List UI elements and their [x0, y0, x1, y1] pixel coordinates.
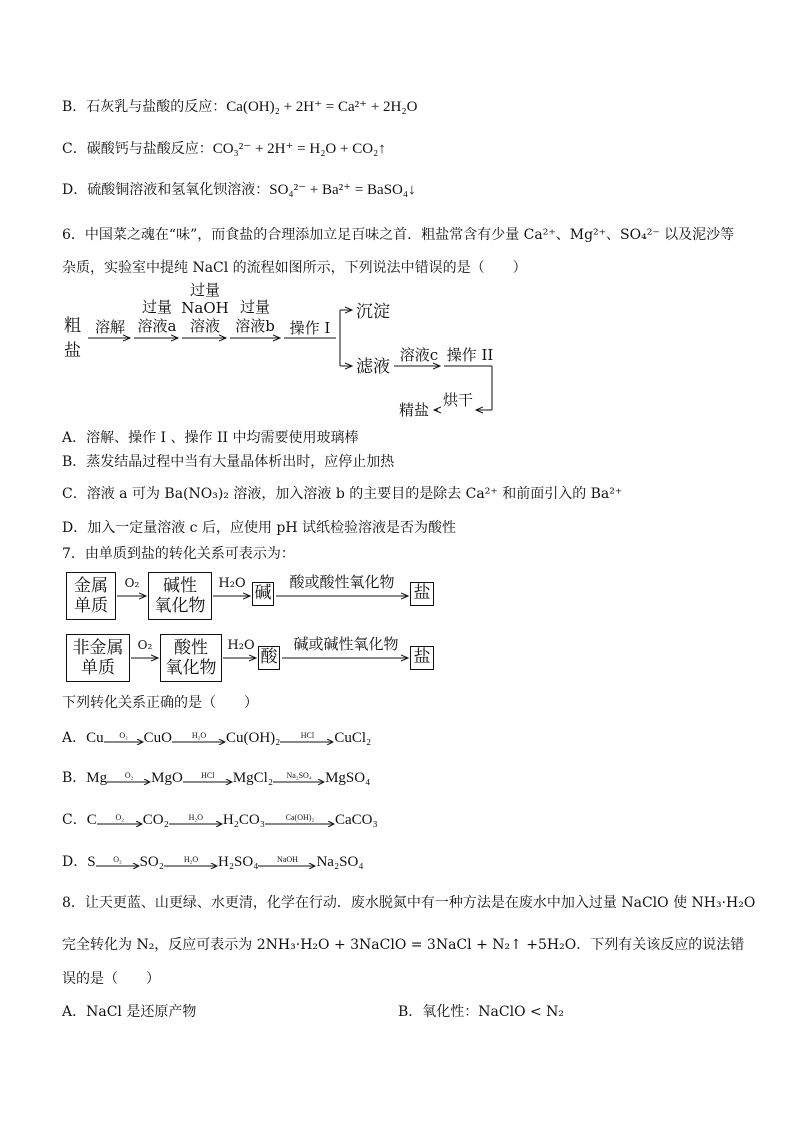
flow-excess-b: 过量 — [239, 298, 270, 316]
flow-op1: 操作 I — [289, 319, 331, 337]
q7-a-r3: HCl — [300, 730, 315, 740]
q7-box-metal-line2: 单质 — [74, 596, 108, 616]
q7-c-r3: Ca(OH)₂ — [285, 812, 315, 822]
flow-arrows — [0, 0, 794, 430]
q7-b-s3: MgCl₂ — [232, 770, 274, 786]
q7-a-s2: CuO — [143, 730, 172, 746]
option-b-label: B．石灰乳与盐酸的反应： — [62, 99, 227, 115]
arrow-icon — [280, 731, 334, 747]
q7-d-r3: NaOH — [277, 854, 298, 864]
q7-a-s4: CuCl₂ — [334, 730, 372, 746]
q7-c-s2: CO₂ — [142, 812, 169, 828]
q7-box-metal-line1: 金属 — [74, 576, 108, 596]
q7-scheme-arrows — [0, 560, 794, 690]
q7-box-basic-oxide-line2: 氧化物 — [154, 596, 206, 616]
q7-b-s1: Mg — [86, 770, 108, 786]
q8-option-a[interactable]: A．NaCl 是还原产物 — [62, 1004, 197, 1020]
q7-a-label: A． — [62, 730, 87, 746]
flow-op2: 操作 II — [446, 346, 494, 364]
arrow-icon — [169, 813, 223, 829]
q7-option-a[interactable] — [62, 728, 371, 748]
q6-option-d[interactable]: D．加入一定量溶液 c 后，应使用 pH 试纸检验溶液是否为酸性 — [62, 520, 457, 536]
arrow-icon — [273, 771, 325, 787]
q7-d-s4: Na₂SO₄ — [316, 854, 364, 870]
q7-row1-h2o: H₂O — [218, 576, 246, 591]
q7-box-salt-2: 盐 — [410, 646, 434, 670]
flow-dry: 烘干 — [442, 391, 473, 409]
q8-stem-line1: 8．让天更蓝、山更绿、水更清，化学在行动．废水脱氮中有一种方法是在废水中加入过量 NaClO 使 NH₃·H₂O — [62, 895, 756, 911]
q7-box-base: 碱 — [252, 582, 274, 606]
flow-excess-a: 过量 — [141, 298, 172, 316]
flow-pure: 精盐 — [398, 401, 429, 419]
q7-c-s1: C — [86, 812, 97, 828]
q7-b-r3: Na₂SO₄ — [286, 770, 312, 780]
q7-row1-o2: O₂ — [124, 576, 140, 590]
q7-option-d[interactable] — [62, 852, 364, 872]
q6-option-a[interactable]: A．溶解、操作 I 、操作 II 中均需要使用玻璃棒 — [62, 430, 359, 446]
q7-c-label: C． — [62, 812, 87, 828]
q7-option-c[interactable] — [62, 810, 378, 830]
q6-option-c[interactable]: C．溶液 a 可为 Ba(NO₃)₂ 溶液，加入溶液 b 的主要目的是除去 Ca²⁺ 和前面引入的 Ba²⁺ — [62, 486, 623, 502]
q7-d-s3: H₂SO₄ — [217, 854, 259, 870]
flow-crude-2: 盐 — [64, 341, 81, 361]
flow-precip: 沉淀 — [356, 302, 390, 322]
flow-crude-1: 粗 — [64, 316, 81, 336]
q7-box-acidic-oxide-line2: 氧化物 — [165, 658, 217, 678]
q7-a-r1: O₂ — [119, 730, 128, 740]
arrow-icon — [172, 731, 226, 747]
q7-row2-h2o: H₂O — [227, 638, 255, 653]
q7-b-s2: MgO — [151, 770, 183, 786]
q8-option-b[interactable]: B．氧化性：NaClO < N₂ — [398, 1004, 565, 1020]
q7-box-basic-oxide-line1: 碱性 — [163, 576, 197, 596]
arrow-icon — [258, 855, 316, 871]
q7-d-s2: SO₂ — [139, 854, 164, 870]
q7-intro: 7．由单质到盐的转化关系可表示为： — [62, 546, 295, 562]
flow-sol-b: 溶液b — [235, 317, 275, 335]
q8-stem-line3: 误的是（ ） — [62, 971, 160, 987]
q7-b-label: B． — [62, 770, 87, 786]
q7-d-r1: O₂ — [113, 854, 122, 864]
flow-naoh-sol: 溶液 — [189, 317, 220, 335]
arrow-icon — [96, 855, 140, 871]
q7-box-nonmetal-line2: 单质 — [81, 658, 115, 678]
q6-option-b[interactable]: B．蒸发结晶过程中当有大量晶体析出时，应停止加热 — [62, 454, 395, 470]
q6-stem-line1: 6．中国菜之魂在“味”，而食盐的合理添加立足百味之首．粗盐常含有少量 Ca²⁺、Mg²⁺、SO₄²⁻ 以及泥沙等 — [62, 227, 735, 243]
q7-box-salt-1: 盐 — [410, 582, 434, 606]
flow-excess-naoh: 过量 — [189, 281, 220, 299]
q7-box-acid: 酸 — [258, 646, 280, 670]
arrow-icon — [164, 855, 218, 871]
flow-sol-c: 溶液c — [399, 346, 439, 364]
q7-box-acidic-oxide-line1: 酸性 — [174, 638, 208, 658]
option-b-equation: Ca(OH)₂ + 2H⁺ = Ca²⁺ + 2H₂O — [226, 99, 418, 115]
option-c-equation: CO₃²⁻ + 2H⁺ = H₂O + CO₂↑ — [212, 141, 386, 157]
arrow-icon — [107, 771, 151, 787]
option-d-label: D．硫酸铜溶液和氢氧化钡溶液： — [62, 182, 270, 198]
q7-row1-reagent: 酸或酸性氧化物 — [289, 573, 395, 591]
q7-b-r2: HCl — [201, 770, 215, 780]
q7-a-r2: H₂O — [191, 730, 207, 740]
flow-filtrate: 滤液 — [356, 357, 390, 377]
arrow-icon — [97, 813, 143, 829]
q7-question: 下列转化关系正确的是（ ） — [62, 695, 258, 711]
q7-b-s4: MgSO₄ — [325, 770, 371, 786]
q7-row2-o2: O₂ — [137, 638, 153, 652]
q6-stem-line2: 杂质，实验室中提纯 NaCl 的流程如图所示，下列说法中错误的是（ ） — [62, 260, 527, 276]
q7-a-s1: Cu — [86, 730, 104, 746]
q7-a-s3: Cu(OH)₂ — [225, 730, 281, 746]
q8-stem-line2: 完全转化为 N₂，反应可表示为 2NH₃·H₂O + 3NaClO = 3NaCl + N₂↑ +5H₂O．下列有关该反应的说法错 — [62, 937, 745, 953]
q7-box-nonmetal-line1: 非金属 — [72, 638, 124, 658]
arrow-icon — [265, 813, 335, 829]
q7-option-b[interactable] — [62, 768, 370, 788]
option-d-equation: SO₄²⁻ + Ba²⁺ = BaSO₄↓ — [269, 182, 416, 198]
q7-d-label: D． — [62, 854, 88, 870]
q7-d-r2: H₂O — [183, 854, 199, 864]
option-c-label: C．碳酸钙与盐酸反应： — [62, 141, 213, 157]
q7-row2-reagent: 碱或碱性氧化物 — [293, 635, 399, 653]
q7-c-s3: H₂CO₃ — [222, 812, 265, 828]
arrow-icon — [104, 731, 144, 747]
q7-b-r1: O₂ — [124, 770, 134, 780]
arrow-icon — [183, 771, 233, 787]
q7-d-s1: S — [87, 854, 96, 870]
q7-c-r1: O₂ — [115, 812, 125, 822]
q7-c-s4: CaCO₃ — [334, 812, 378, 828]
flow-sol-a: 溶液a — [137, 317, 177, 335]
flow-naoh: NaOH — [181, 299, 229, 317]
q7-c-r2: H₂O — [188, 812, 203, 822]
flow-dissolve: 溶解 — [94, 318, 125, 336]
